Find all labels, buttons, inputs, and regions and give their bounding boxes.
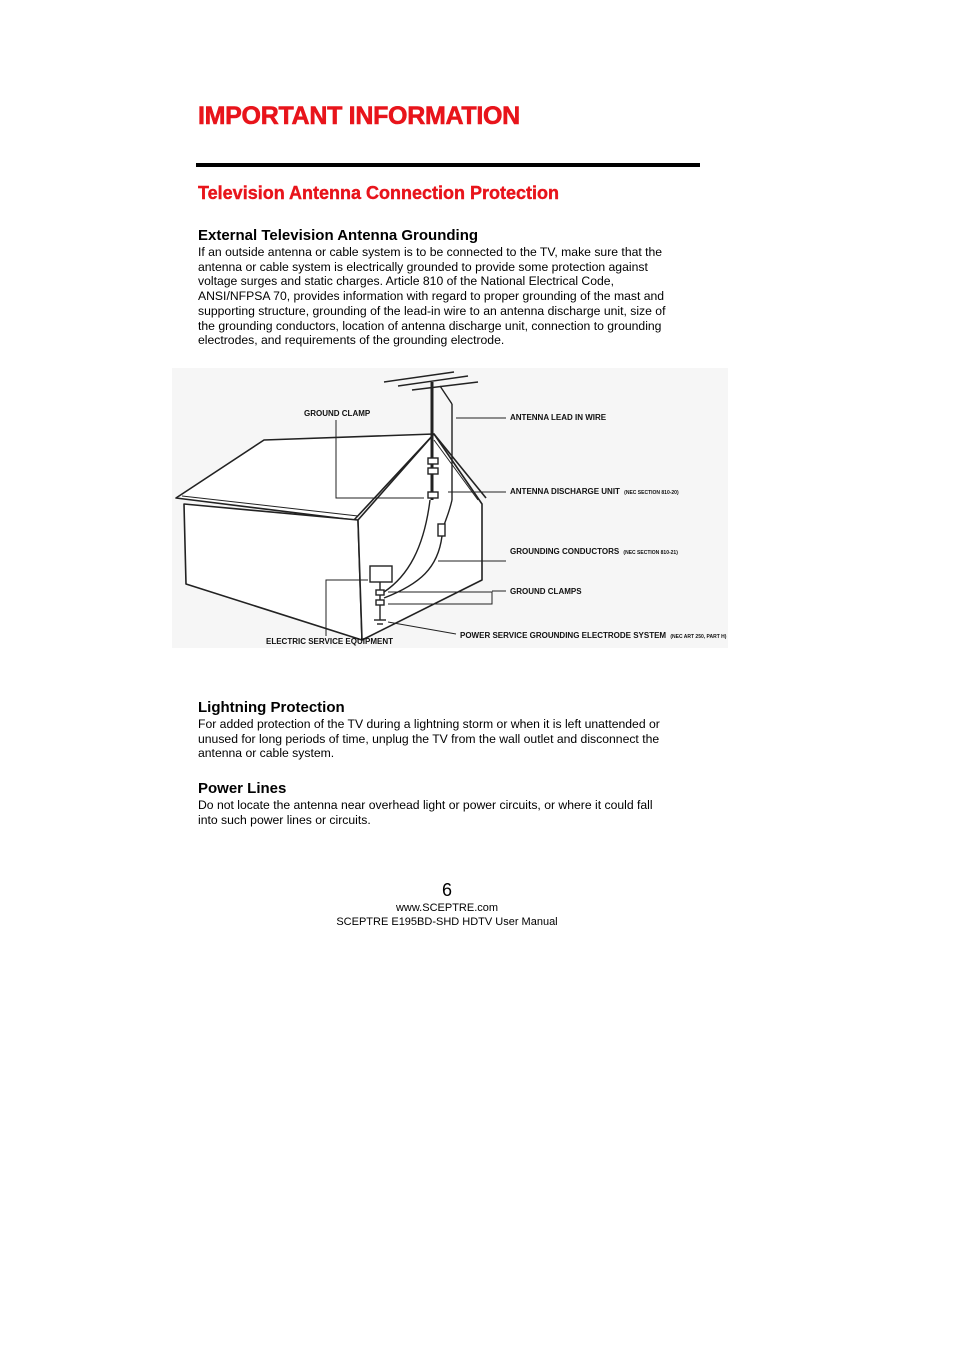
label-antenna-lead-in-wire: ANTENNA LEAD IN WIRE: [510, 413, 607, 422]
grounding-heading: External Television Antenna Grounding: [198, 227, 479, 244]
label-antenna-discharge-unit-ref: (NEC SECTION 810-20): [624, 490, 679, 496]
grounding-line: the grounding conductors, location of antenna discharge unit, connection to grounding: [198, 318, 662, 333]
antenna-grounding-diagram: [172, 368, 728, 648]
grounding-line: voltage surges and static charges. Article 810 of the National Electrical Code,: [198, 274, 614, 289]
electric-service-box: [370, 566, 392, 582]
label-ground-clamp: GROUND CLAMP: [304, 409, 371, 418]
power-lines-heading: Power Lines: [198, 780, 287, 797]
label-power-service-grounding-ref: (NEC ART 250, PART H): [670, 634, 727, 640]
ground-clamp-box: [376, 600, 384, 605]
grounding-paragraph: [198, 245, 698, 348]
grounding-line: supporting structure, grounding of the lead-in wire to an antenna discharge unit, size of: [198, 303, 666, 318]
ground-clamp-box: [376, 590, 384, 595]
standoff: [428, 468, 438, 474]
grounding-line: antenna or cable system is electrically grounded to provide some protection against: [198, 259, 648, 274]
grounding-line: If an outside antenna or cable system is to be connected to the TV, make sure that the: [198, 245, 663, 259]
power-lines-line: into such power lines or circuits.: [198, 812, 371, 827]
footer-manual-title: SCEPTRE E195BD-SHD HDTV User Manual: [336, 916, 558, 928]
lightning-line: For added protection of the TV during a lightning storm or when it is left unattended or: [198, 717, 660, 731]
lightning-line: antenna or cable system.: [198, 746, 335, 761]
lightning-heading: Lightning Protection: [198, 699, 345, 716]
grounding-line: ANSI/NFPSA 70, provides information with regard to proper grounding of the mast and: [198, 289, 665, 304]
page-number: 6: [441, 880, 452, 900]
label-antenna-discharge-unit-name: ANTENNA DISCHARGE UNIT: [510, 487, 620, 496]
standoff: [428, 458, 438, 464]
section-title: Television Antenna Connection Protection: [198, 183, 560, 203]
label-electric-service-equipment: ELECTRIC SERVICE EQUIPMENT: [266, 637, 393, 646]
mast-ground-clamp: [428, 492, 438, 498]
page-title: IMPORTANT INFORMATION: [198, 102, 520, 130]
grounding-line: electrodes, and requirements of the grounding electrode.: [198, 333, 505, 348]
footer-website: www.SCEPTRE.com: [395, 902, 499, 914]
power-lines-paragraph: [198, 798, 698, 827]
lightning-line: unused for long periods of time, unplug the TV from the wall outlet and disconnect the: [198, 731, 660, 746]
power-lines-line: Do not locate the antenna near overhead light or power circuits, or where it could fall: [198, 798, 653, 812]
discharge-unit: [438, 524, 445, 536]
label-grounding-conductors-name: GROUNDING CONDUCTORS: [510, 547, 620, 556]
title-divider: [196, 163, 700, 167]
label-grounding-conductors-ref: (NEC SECTION 810-21): [623, 550, 678, 556]
label-power-service-grounding-name: POWER SERVICE GROUNDING ELECTRODE SYSTEM: [460, 631, 667, 640]
lightning-paragraph: [198, 717, 698, 761]
label-ground-clamps: GROUND CLAMPS: [510, 587, 582, 596]
